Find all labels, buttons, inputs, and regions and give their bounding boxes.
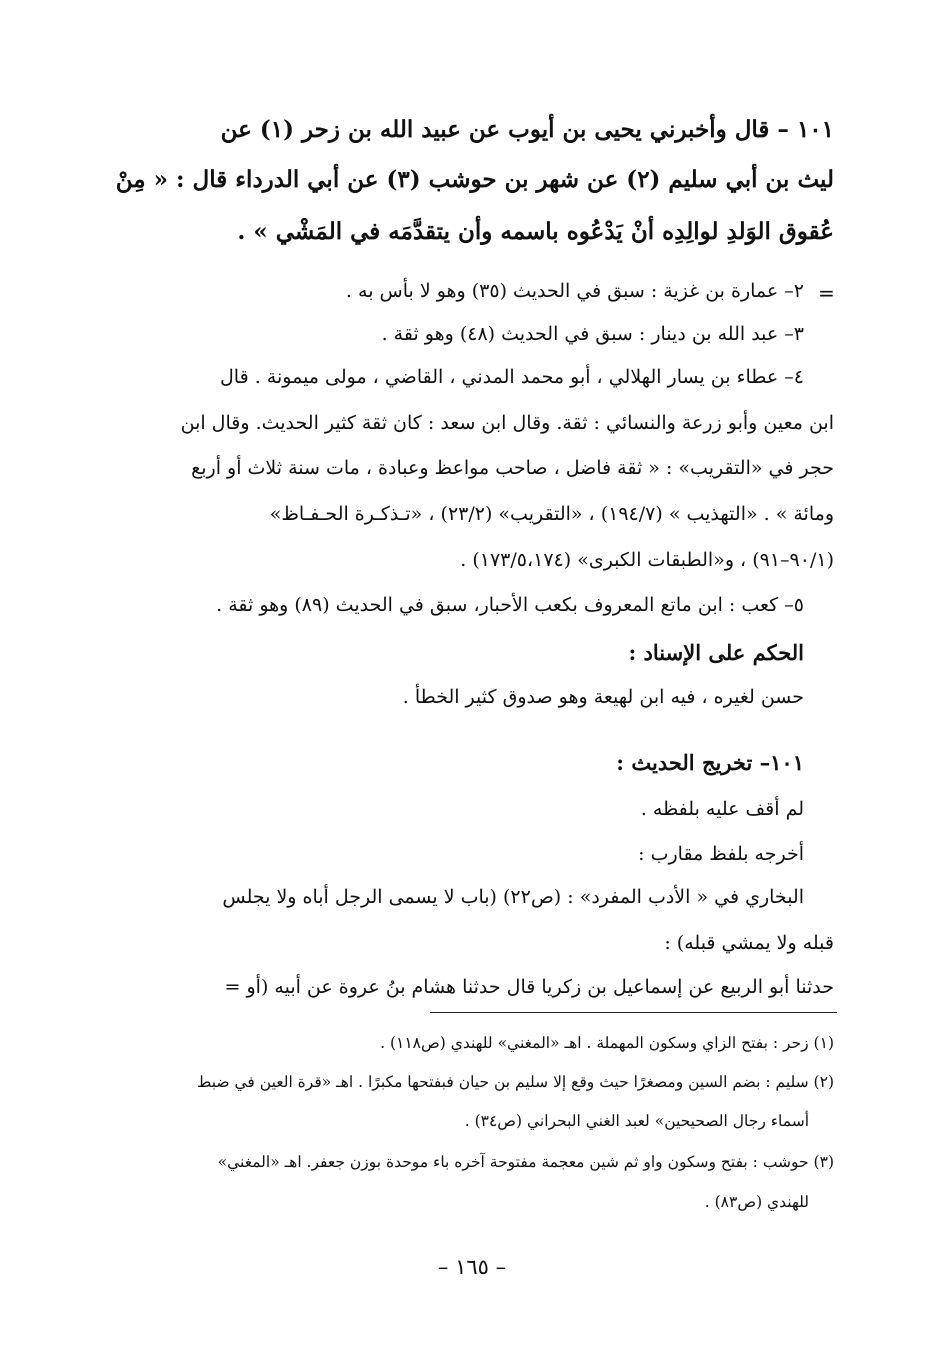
page-number: – ١٦٥ – bbox=[437, 1255, 507, 1279]
narrator-3: ٣– عبد الله بن دينار : سبق في الحديث (٤٨) وهو ثقة . bbox=[381, 323, 804, 345]
narrator-4-line-5: (٩٠/١–٩١) ، و«الطبقات الكبرى» (١٧٣/٥،١٧٤) . bbox=[460, 549, 834, 571]
takhrij-heading: ١٠١– تخريج الحديث : bbox=[616, 750, 804, 775]
takhrij-line-2: أخرجه بلفظ مقارب : bbox=[638, 843, 804, 865]
narrator-4-line-1: ٤– عطاء بن يسار الهلالي ، أبو محمد المدني ، القاضي ، مولى ميمونة . قال bbox=[220, 366, 804, 388]
takhrij-line-3: البخاري في « الأدب المفرد» : (ص٢٢) (باب لا يسمى الرجل أباه ولا يجلس bbox=[222, 886, 804, 908]
narrator-4-line-2: ابن معين وأبو زرعة والنسائي : ثقة. وقال ابن سعد : كان ثقة كثير الحديث. وقال ابن bbox=[180, 412, 834, 434]
takhrij-line-1: لم أقف عليه بلفظه . bbox=[640, 798, 804, 820]
ruling-text: حسن لغيره ، فيه ابن لهيعة وهو صدوق كثير الخطأ . bbox=[402, 686, 804, 708]
footnote-2-line-1: (٢) سليم : بضم السين ومصغرًا حيث وقع إلا سليم بن حيان فبفتحها مكبرًا . اهـ «قرة العين في ضبط bbox=[197, 1073, 834, 1091]
footnote-3-line-2: للهندي (ص٨٣) . bbox=[704, 1193, 809, 1211]
takhrij-line-5: حدثنا أبو الربيع عن إسماعيل بن زكريا قال حدثنا هشام بنُ عروة عن أبيه (أو = bbox=[224, 976, 834, 998]
hadith-line-3: عُقوق الوَلدِ لوالِدِه أنْ يَدْعُوه باسمه وأن يتقدَّمَه في المَشْي » . bbox=[237, 218, 834, 245]
narrator-4-line-3: حجر في «التقريب» : « ثقة فاضل ، صاحب مواعظ وعبادة ، مات سنة ثلاث أو أربع bbox=[191, 457, 834, 479]
footnote-separator bbox=[430, 1012, 837, 1013]
hadith-line-1: ١٠١ – قال وأخبرني يحيى بن أيوب عن عبيد الله بن زحر (١) عن bbox=[220, 116, 834, 143]
takhrij-line-4: قبله ولا يمشي قبله) : bbox=[664, 932, 834, 954]
footnote-2-line-2: أسماء رجال الصحيحين» لعبد الغني البحراني (ص٣٤) . bbox=[464, 1112, 809, 1130]
footnote-3-line-1: (٣) حوشب : بفتح وسكون واو ثم شين معجمة مفتوحة آخره باء موحدة بوزن جعفر. اهـ «المغني» bbox=[217, 1153, 834, 1171]
ruling-heading: الحكم على الإسناد : bbox=[628, 640, 804, 665]
hadith-line-2: ليث بن أبي سليم (٢) عن شهر بن حوشب (٣) عن أبي الدرداء قال : « مِنْ bbox=[115, 166, 834, 193]
narrator-5: ٥– كعب : ابن ماتع المعروف بكعب الأحبار، سبق في الحديث (٨٩) وهو ثقة . bbox=[216, 594, 804, 616]
continuation-mark: = bbox=[818, 281, 835, 305]
narrator-2: ٢– عمارة بن غزية : سبق في الحديث (٣٥) وهو لا بأس به . bbox=[345, 280, 804, 302]
narrator-4-line-4: ومائة » . «التهذيب » (١٩٤/٧) ، «التقريب» (٢٣/٢) ، «تـذكـرة الحـفـاظ» bbox=[269, 503, 834, 525]
footnote-1: (١) زحر : بفتح الزاي وسكون المهملة . اهـ «المغني» للهندي (ص١١٨) . bbox=[380, 1034, 834, 1052]
